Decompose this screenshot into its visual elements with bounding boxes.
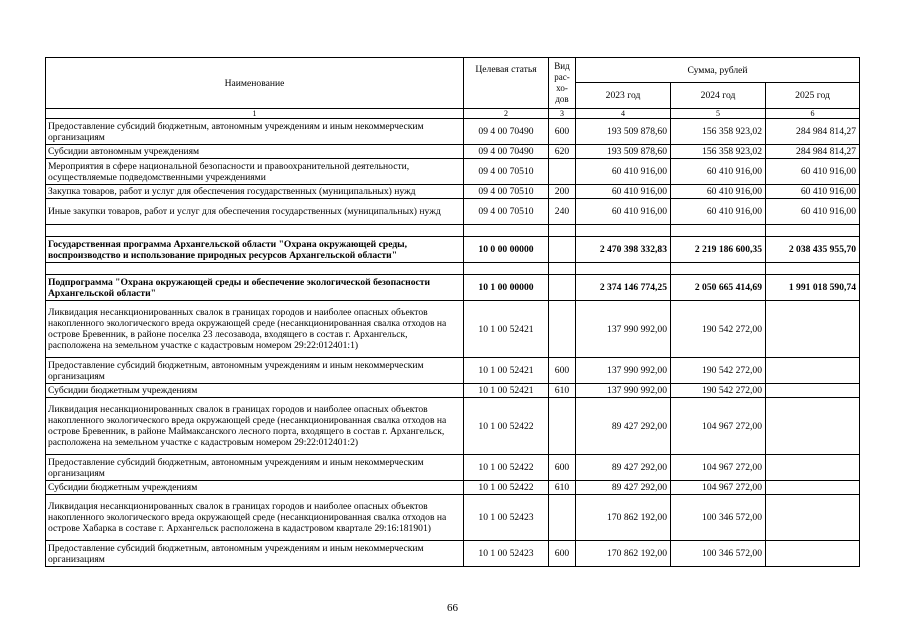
row-target-code xyxy=(464,263,549,275)
row-sum-2024: 156 358 923,02 xyxy=(671,119,766,145)
row-name: Государственная программа Архангельской области "Охрана окружающей среды, воспроизводство и использование природных ресурсов Архангельской области" xyxy=(46,237,464,263)
row-sum-2023: 2 470 398 332,83 xyxy=(576,237,671,263)
row-target-code: 10 1 00 52423 xyxy=(464,495,549,541)
row-sum-2023: 137 990 992,00 xyxy=(576,384,671,398)
row-sum-2025 xyxy=(766,301,860,358)
header-year-2023: 2023 год xyxy=(576,83,671,109)
row-vid-code: 600 xyxy=(549,358,576,384)
header-sum: Сумма, рублей xyxy=(576,58,860,83)
row-sum-2024 xyxy=(671,225,766,237)
row-sum-2023: 137 990 992,00 xyxy=(576,358,671,384)
row-sum-2025 xyxy=(766,455,860,481)
table-row xyxy=(46,398,860,455)
header-index-6: 6 xyxy=(766,109,860,119)
header-index-3: 3 xyxy=(549,109,576,119)
row-sum-2023 xyxy=(576,263,671,275)
row-name: Субсидии бюджетным учреждениям xyxy=(46,481,464,495)
table-row xyxy=(46,237,860,263)
row-target-code: 09 4 00 70510 xyxy=(464,199,549,225)
row-name: Субсидии автономным учреждениям xyxy=(46,145,464,159)
row-sum-2023: 193 509 878,60 xyxy=(576,145,671,159)
table-row xyxy=(46,145,860,159)
row-name xyxy=(46,225,464,237)
row-sum-2024 xyxy=(671,263,766,275)
row-name: Иные закупки товаров, работ и услуг для обеспечения государственных (муниципальных) нужд xyxy=(46,199,464,225)
row-sum-2023: 2 374 146 774,25 xyxy=(576,275,671,301)
row-sum-2024: 104 967 272,00 xyxy=(671,481,766,495)
row-sum-2024: 100 346 572,00 xyxy=(671,541,766,567)
row-target-code: 09 4 00 70490 xyxy=(464,145,549,159)
row-sum-2025: 1 991 018 590,74 xyxy=(766,275,860,301)
header-vid: Вид рас- хо- дов xyxy=(549,58,576,109)
row-sum-2025 xyxy=(766,358,860,384)
row-name: Мероприятия в сфере национальной безопасности и правоохранительной деятельности, осуществляемые подведомственными учреждениями xyxy=(46,159,464,185)
row-name: Ликвидация несанкционированных свалок в границах городов и наиболее опасных объектов накопленного экологического вреда окружающей среде (несанкционированная свалка отходов на острове Хабарка в составе г. Архангельск расположена в кадастровом квартале 29:16:181901) xyxy=(46,495,464,541)
row-sum-2024: 60 410 916,00 xyxy=(671,159,766,185)
row-vid-code: 620 xyxy=(549,145,576,159)
table-row xyxy=(46,481,860,495)
row-sum-2025: 284 984 814,27 xyxy=(766,145,860,159)
row-sum-2024: 104 967 272,00 xyxy=(671,398,766,455)
row-vid-code xyxy=(549,495,576,541)
header-name: Наименование xyxy=(46,58,464,109)
row-vid-code: 610 xyxy=(549,481,576,495)
row-sum-2025 xyxy=(766,384,860,398)
row-name: Подпрограмма "Охрана окружающей среды и обеспечение экологической безопасности Архангельской области" xyxy=(46,275,464,301)
row-target-code: 10 1 00 52422 xyxy=(464,481,549,495)
table-row xyxy=(46,541,860,567)
row-name xyxy=(46,263,464,275)
row-sum-2023 xyxy=(576,225,671,237)
row-sum-2025 xyxy=(766,541,860,567)
row-vid-code xyxy=(549,301,576,358)
table-row xyxy=(46,199,860,225)
row-sum-2025: 60 410 916,00 xyxy=(766,199,860,225)
row-vid-code: 600 xyxy=(549,119,576,145)
table-row xyxy=(46,455,860,481)
header-year-2024: 2024 год xyxy=(671,83,766,109)
row-target-code xyxy=(464,225,549,237)
row-sum-2023: 89 427 292,00 xyxy=(576,481,671,495)
row-vid-code: 200 xyxy=(549,185,576,199)
row-sum-2023: 60 410 916,00 xyxy=(576,199,671,225)
row-sum-2025 xyxy=(766,495,860,541)
row-name: Предоставление субсидий бюджетным, автономным учреждениям и иным некоммерческим организациям xyxy=(46,455,464,481)
row-target-code: 09 4 00 70510 xyxy=(464,159,549,185)
table-row xyxy=(46,384,860,398)
table-row xyxy=(46,495,860,541)
table-row xyxy=(46,225,860,237)
header-index-1: 1 xyxy=(46,109,464,119)
row-sum-2025: 2 038 435 955,70 xyxy=(766,237,860,263)
row-sum-2023: 193 509 878,60 xyxy=(576,119,671,145)
row-target-code: 10 0 00 00000 xyxy=(464,237,549,263)
header-row-top xyxy=(46,58,860,83)
row-target-code: 10 1 00 52422 xyxy=(464,398,549,455)
header-index-2: 2 xyxy=(464,109,549,119)
row-sum-2025 xyxy=(766,225,860,237)
row-sum-2023: 60 410 916,00 xyxy=(576,185,671,199)
row-sum-2024: 60 410 916,00 xyxy=(671,185,766,199)
row-vid-code xyxy=(549,263,576,275)
row-sum-2024: 190 542 272,00 xyxy=(671,301,766,358)
header-index-5: 5 xyxy=(671,109,766,119)
row-vid-code xyxy=(549,159,576,185)
row-target-code: 10 1 00 00000 xyxy=(464,275,549,301)
row-vid-code: 600 xyxy=(549,455,576,481)
table-row xyxy=(46,119,860,145)
row-target-code: 10 1 00 52423 xyxy=(464,541,549,567)
row-sum-2025: 60 410 916,00 xyxy=(766,159,860,185)
page-number: 66 xyxy=(447,602,458,614)
row-sum-2023: 137 990 992,00 xyxy=(576,301,671,358)
row-name: Ликвидация несанкционированных свалок в границах городов и наиболее опасных объектов накопленного экологического вреда окружающей среде (несанкционированная свалка отходов на острове Бревенник, в районе Маймаксанского лесного порта, входящего в состав г. Архангельск, расположена на земельном участке с кадастровым номером 29:22:012401:2) xyxy=(46,398,464,455)
row-sum-2023: 60 410 916,00 xyxy=(576,159,671,185)
row-sum-2024: 190 542 272,00 xyxy=(671,384,766,398)
row-vid-code: 600 xyxy=(549,541,576,567)
row-sum-2024: 156 358 923,02 xyxy=(671,145,766,159)
row-vid-code: 610 xyxy=(549,384,576,398)
row-sum-2025 xyxy=(766,398,860,455)
row-sum-2025: 284 984 814,27 xyxy=(766,119,860,145)
row-sum-2024: 2 050 665 414,69 xyxy=(671,275,766,301)
row-sum-2024: 190 542 272,00 xyxy=(671,358,766,384)
row-target-code: 10 1 00 52421 xyxy=(464,301,549,358)
row-name: Ликвидация несанкционированных свалок в границах городов и наиболее опасных объектов накопленного экологического вреда окружающей среде (несанкционированная свалка отходов на острове Бревенник, в районе поселка 23 лесозавода, входящего в состав г. Архангельск, расположена на земельном участке с кадастровым номером 29:22:012401:1) xyxy=(46,301,464,358)
table-row xyxy=(46,263,860,275)
row-target-code: 10 1 00 52421 xyxy=(464,358,549,384)
header-target: Целевая статья xyxy=(464,58,549,109)
row-sum-2024: 60 410 916,00 xyxy=(671,199,766,225)
row-name: Предоставление субсидий бюджетным, автономным учреждениям и иным некоммерческим организациям xyxy=(46,358,464,384)
row-sum-2025 xyxy=(766,263,860,275)
row-sum-2024: 2 219 186 600,35 xyxy=(671,237,766,263)
table-row xyxy=(46,358,860,384)
row-target-code: 10 1 00 52421 xyxy=(464,384,549,398)
row-sum-2023: 170 862 192,00 xyxy=(576,495,671,541)
budget-table xyxy=(45,57,860,567)
row-vid-code xyxy=(549,237,576,263)
row-sum-2025 xyxy=(766,481,860,495)
row-vid-code xyxy=(549,275,576,301)
row-sum-2023: 89 427 292,00 xyxy=(576,455,671,481)
table-row xyxy=(46,185,860,199)
row-name: Предоставление субсидий бюджетным, автономным учреждениям и иным некоммерческим организациям xyxy=(46,119,464,145)
row-vid-code: 240 xyxy=(549,199,576,225)
table-row xyxy=(46,159,860,185)
header-index-row xyxy=(46,109,860,119)
row-name: Закупка товаров, работ и услуг для обеспечения государственных (муниципальных) нужд xyxy=(46,185,464,199)
row-target-code: 10 1 00 52422 xyxy=(464,455,549,481)
table-row xyxy=(46,275,860,301)
header-year-2025: 2025 год xyxy=(766,83,860,109)
row-vid-code xyxy=(549,225,576,237)
row-name: Предоставление субсидий бюджетным, автономным учреждениям и иным некоммерческим организациям xyxy=(46,541,464,567)
header-index-4: 4 xyxy=(576,109,671,119)
row-sum-2024: 100 346 572,00 xyxy=(671,495,766,541)
row-sum-2025: 60 410 916,00 xyxy=(766,185,860,199)
row-sum-2024: 104 967 272,00 xyxy=(671,455,766,481)
table-row xyxy=(46,301,860,358)
row-sum-2023: 170 862 192,00 xyxy=(576,541,671,567)
row-sum-2023: 89 427 292,00 xyxy=(576,398,671,455)
row-target-code: 09 4 00 70510 xyxy=(464,185,549,199)
row-vid-code xyxy=(549,398,576,455)
row-target-code: 09 4 00 70490 xyxy=(464,119,549,145)
row-name: Субсидии бюджетным учреждениям xyxy=(46,384,464,398)
